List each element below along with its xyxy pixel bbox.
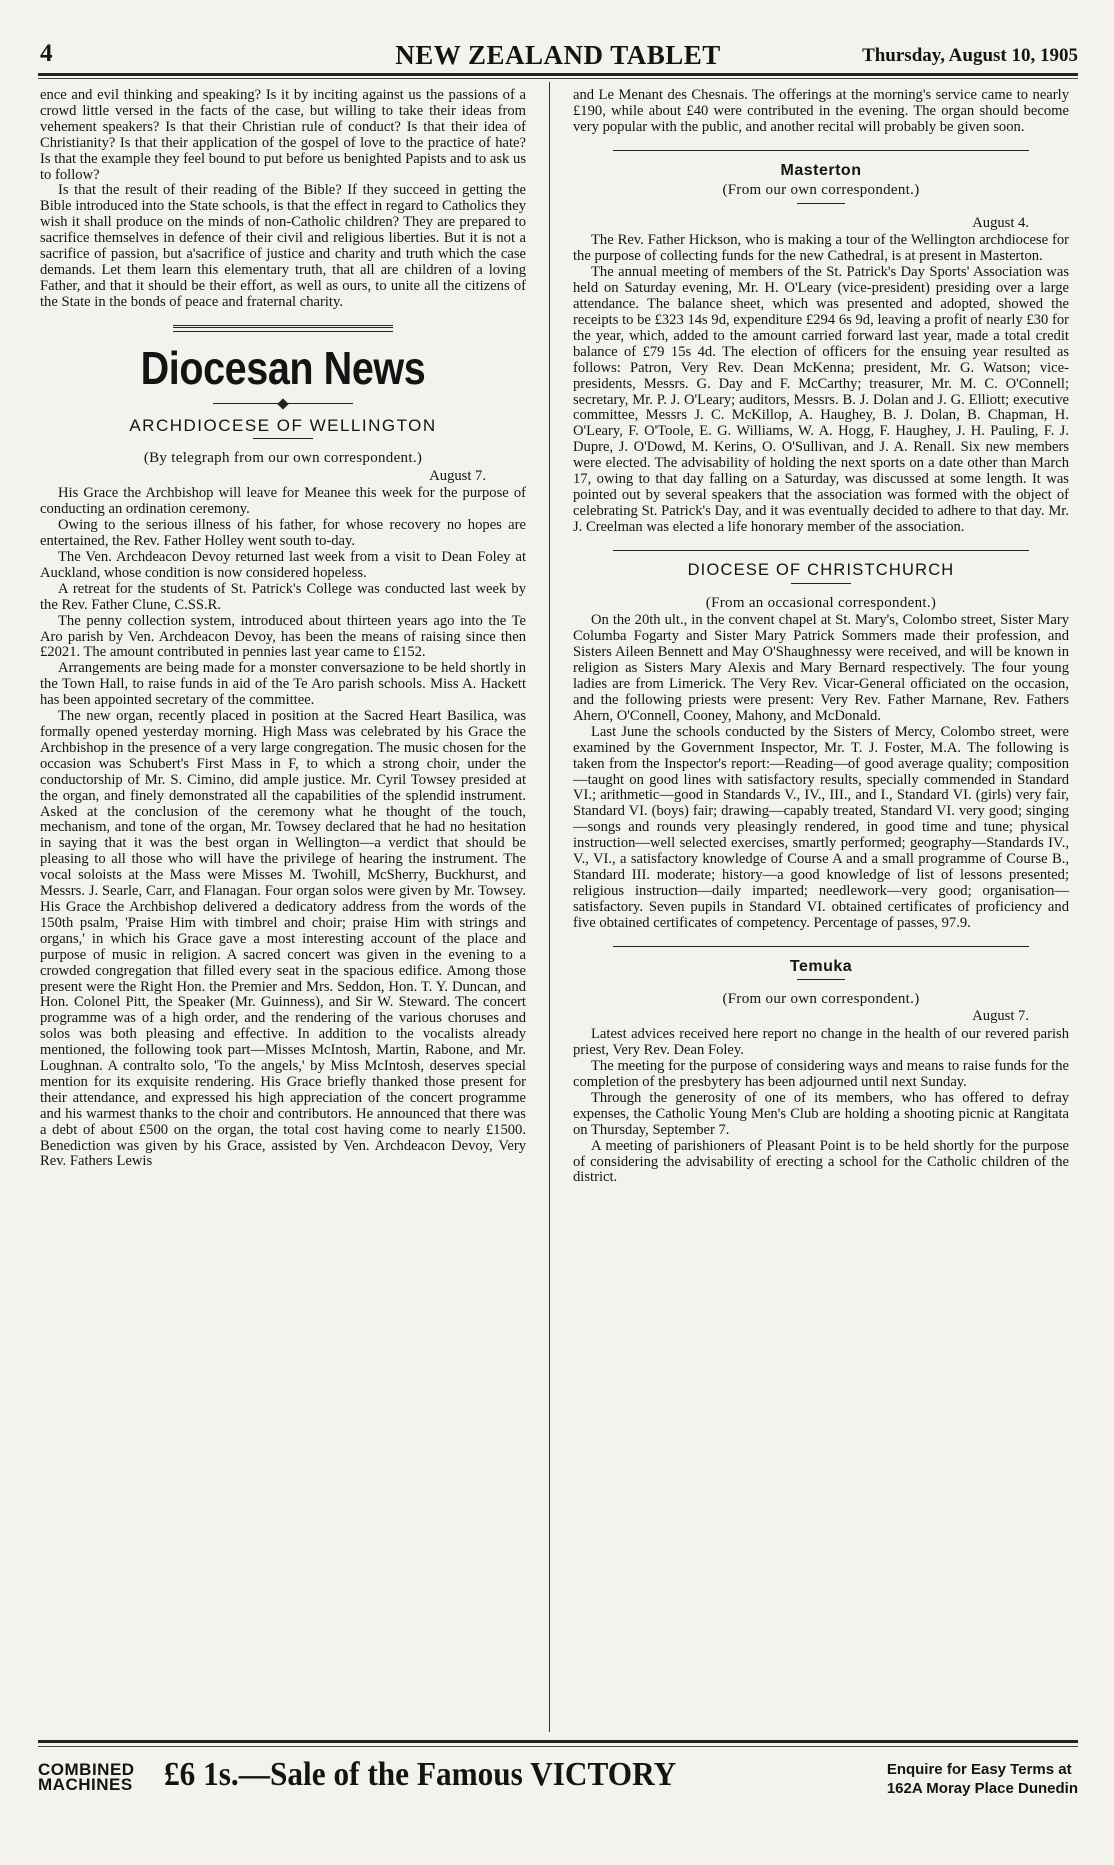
masterton-title: Masterton xyxy=(780,161,862,179)
ad-enquire-text xyxy=(887,1760,1078,1798)
article-paragraph: The penny collection system, introduced about thirteen years ago into the Te Aro parish by Ven. Archdeacon Devoy, has been the means of raising since then £2021. The amount contributed in pennies last year came to £152. xyxy=(40,612,526,661)
article-paragraph: The meeting for the purpose of considering ways and means to raise funds for the completion of the presbytery has been adjourned until next Sunday. xyxy=(573,1058,1069,1091)
article-paragraph: The new organ, recently placed in position at the Sacred Heart Basilica, was formally opened yesterday morning. High Mass was celebrated by his Grace the Archbishop in the presence of a very large congregation. The music chosen for the occasion was Schubert's First Mass in F, to which a strong choir, under the conductorship of Mr. S. Cimino, did ample justice. Mr. Cyril Towsey presided at the organ, and finely demonstrated all the capabilities of the splendid instrument. Asked at the conclusion of the ceremony what he thought of the touch, mechanism, and tone of the organ, Mr. Towsey declared that he had no hesitation in saying that it was the best organ in Wellington—a verdict that should be pleasing to all those who will have the privilege of hearing the instrument. The vocal soloists at the Mass were Misses M. Twohill, McSherry, Buckhurst, and Messrs. J. Searle, Carr, and Flanagan. Four organ solos were given by Mr. Towsey. His Grace the Archbishop delivered a dedicatory address from the words of the 150th psalm, 'Praise Him with timbrel and choir; praise Him with strings and organs,' in which his Grace gave a most interesting account of the place and purpose of music in religion. A sacred concert was given in the evening to a crowded congregation that filled every seat in the spacious edifice. Among those present were the Right Hon. the Premier and Mrs. Seddon, Hon. T. Y. Duncan, and Hon. Colonel Pitt, the Speaker (Mr. Guinness), and Sir W. Steward. The concert programme was of a high order, and the rendering of the various choruses and solos was both pleasing and effective. In addition to the vocalists already mentioned, the following took part—Misses McIntosh, Martin, Rabone, and Mr. Loughnan. A contralto solo, 'To the angels,' by Miss McIntosh, deserves special mention for its exquisite rendering. His Grace briefly thanked those present for their attendance, and expressed his high appreciation of the concert programme and his warmest thanks to the choir and contributors. He announced that there was a debt of about £500 on the organ, the total cost having come to nearly £1500. Benediction was given by his Grace, assisted by Ven. Archdeacon Devoy, Very Rev. Fathers Lewis xyxy=(40,708,526,1170)
section-rule xyxy=(613,946,1029,947)
subsection-title: ARCHDIOCESE OF WELLINGTON xyxy=(129,415,437,435)
article-paragraph: A retreat for the students of St. Patrick's College was conducted last week by the Rev. Father Clune, C.SS.R. xyxy=(40,580,526,613)
christchurch-title: DIOCESE OF CHRISTCHURCH xyxy=(687,560,955,579)
diamond-icon xyxy=(277,398,289,410)
byline: (By telegraph from our own correspondent.) xyxy=(143,449,423,466)
column-divider xyxy=(549,82,550,1732)
article-paragraph: Last June the schools conducted by the Sisters of Mercy, Colombo street, were examined by the Government Inspector, Mr. T. J. Foster, M.A. The following is taken from the Inspector's report:—Reading—of good average quality; composition—taught on good lines with satisfactory results, specially commended in Standard VI.; arithmetic—good in Standards V., IV., III., and I., Standard VI. (girls) very fair, Standard VI. (boys) fair; drawing—capably treated, Standard VI. very good; singing—songs and rounds very pleasingly rendered, in good time and tune; physical instruction—well selected exercises, smartly performed; geography—Standards IV., V., VI., a satisfactory knowledge of Course A and a small programme of Course B., Standard III. moderate; history—a good knowledge of list of lessons presented; religious instruction—daily imparted; needlework—very good; organisation—satisfactory. Seven pupils in Standard VI. obtained certificates of proficiency and five obtained certificates of competency. Percentage of passes, 97.9. xyxy=(573,723,1069,931)
intro-paragraph: ence and evil thinking and speaking? Is it by inciting against us the passions of a crowd little versed in the facts of the case, but willing to take their ideas from vehement speakers? Is that their Christian rule of conduct? Is that their idea of Christianity? Is that their application of the gospel of love to the practice of hate? Is that the example they feel bound to put before us benighted Papists and to ask us to follow? xyxy=(40,87,526,183)
footer-rule-thin xyxy=(38,1746,1078,1747)
right-column xyxy=(573,88,1069,1186)
ad-machines-line1: COMBINED xyxy=(38,1760,135,1779)
masthead-title: NEW ZEALAND TABLET xyxy=(395,40,721,70)
section-rule xyxy=(613,550,1029,551)
issue-date: Thursday, August 10, 1905 xyxy=(862,45,1078,66)
article-paragraph: The annual meeting of members of the St. Patrick's Day Sports' Association was held on Saturday evening, Mr. H. O'Leary (vice-president) presiding over a large attendance. The balance sheet, which was presented and adopted, showed the receipts to be £323 14s 9d, expenditure £294 6s 9d, leaving a profit of nearly £30 for the year, which, added to the amount carried forward last year, made a total credit balance of £79 15s 4d. The election of officers for the ensuing year resulted as follows: Patron, Very Rev. Dean McKenna; president, Mr. G. Watson; vice-presidents, Messrs. G. Day and F. McCarthy; treasurer, Mr. M. C. O'Connell; secretary, Mr. P. J. O'Leary; auditors, Messrs. B. J. Dolan and J. G. Elliott; executive committee, Messrs J. C. McKillop, A. Haughey, B. J. Dolan, B. Chapman, H. O'Leary, F. O'Toole, E. G. Williams, W. A. Hogg, F. Haughey, J. H. Pauling, F. J. Dupre, J. O'Dowd, M. Kerins, O. O'Sullivan, and J. A. Renall. Six new members were elected. The advisability of holding the next sports on a date other than March 17, owing to that day falling on a Saturday, was discussed at some length. It was pointed out by several speakers that the association was formed with the object of celebrating St. Patrick's Day, and it was eventually decided to adhere to that day. Mr. J. Creelman was elected a life honorary member of the association. xyxy=(573,264,1069,535)
dateline: August 7. xyxy=(429,467,486,484)
article-paragraph: Latest advices received here report no change in the health of our revered parish priest, Very Rev. Dean Foley. xyxy=(573,1026,1069,1059)
article-paragraph: On the 20th ult., in the convent chapel at St. Mary's, Colombo street, Sister Mary Columba Fogarty and Sister Mary Patrick Sommers made their profession, and Sisters Aileen Bennett and May O'Shaughnessy were received, and will be known in religion as Sisters Mary Alexis and Mary Bernard respectively. The four young ladies are from Limerick. The Very Rev. Vicar-General officiated on the occasion, and the following priests were present: Very Rev. Father Marnane, Rev. Fathers Ahern, O'Connell, Cooney, Mahony, and McDonald. xyxy=(573,612,1069,724)
ad-sale-text: £6 1s.—Sale of the Famous VICTORY xyxy=(164,1756,677,1793)
section-title: Diocesan News xyxy=(140,341,426,394)
header-rule-thin xyxy=(38,78,1078,79)
ad-enquire-line2: 162A Moray Place Dunedin xyxy=(886,1780,1078,1797)
short-rule xyxy=(791,583,851,584)
article-paragraph: Through the generosity of one of its members, who has offered to defray expenses, the Catholic Young Men's Club are holding a shooting picnic at Rangitata on Thursday, September 7. xyxy=(573,1089,1069,1138)
article-paragraph: The Rev. Father Hickson, who is making a tour of the Wellington archdiocese for the purpose of collecting funds for the new Cathedral, is at present in Masterton. xyxy=(573,232,1069,265)
ad-machines-label xyxy=(38,1762,135,1792)
left-column xyxy=(40,88,526,1170)
ad-enquire-line1: Enquire for Easy Terms at xyxy=(886,1761,1072,1778)
article-paragraph: The Ven. Archdeacon Devoy returned last week from a visit to Dean Foley at Auckland, whose condition is now considered hopeless. xyxy=(40,549,526,581)
masterton-byline: (From our own correspondent.) xyxy=(722,181,920,198)
diamond-ornament xyxy=(213,398,353,410)
page-number: 4 xyxy=(40,40,53,67)
article-paragraph: Owing to the serious illness of his father, for whose recovery no hopes are entertained, the Rev. Father Holley went south to-day. xyxy=(40,517,526,550)
intro-paragraph: Is that the result of their reading of the Bible? If they succeed in getting the Bible introduced into the State schools, is that the effect in regard to Catholics they wish it shall produce on the minds of non-Catholic children? They are prepared to sacrifice themselves in defence of their civil and religious liberties. But it is not a sacrifice of passion, but a'sacrifice of justice and charity and truth which the case demands. Let them learn this elementary truth, that all are children of a loving Father, and that it should be their effort, as well as ours, to unite all the citizens of the State in the bonds of peace and fraternal charity. xyxy=(40,182,526,310)
header-rule xyxy=(38,73,1078,76)
footer-advertisement xyxy=(38,1756,1078,1816)
temuka-dateline: August 7. xyxy=(972,1008,1029,1025)
section-rule xyxy=(613,150,1029,151)
short-rule xyxy=(797,979,845,980)
ad-machines-line2: MACHINES xyxy=(38,1775,133,1794)
short-rule xyxy=(253,438,313,439)
footer-rule xyxy=(38,1740,1078,1743)
section-separator xyxy=(173,325,393,332)
masterton-dateline: August 4. xyxy=(972,214,1029,231)
temuka-title: Temuka xyxy=(789,957,853,975)
short-rule xyxy=(797,203,845,204)
continued-paragraph: and Le Menant des Chesnais. The offerings at the morning's service came to nearly £190, while about £40 were contributed in the evening. The organ should become very popular with the public, and another recital will probably be given soon. xyxy=(573,87,1069,135)
article-paragraph: Arrangements are being made for a monster conversazione to be held shortly in the Town Hall, to raise funds in aid of the Te Aro parish schools. Miss A. Hackett has been appointed secretary of the committee. xyxy=(40,660,526,709)
article-paragraph: His Grace the Archbishop will leave for Meanee this week for the purpose of conducting an ordination ceremony. xyxy=(40,485,526,518)
article-paragraph: A meeting of parishioners of Pleasant Point is to be held shortly for the purpose of considering the advisability of erecting a school for the Catholic children of the district. xyxy=(573,1137,1069,1186)
page-header xyxy=(38,40,1078,70)
temuka-byline: (From our own correspondent.) xyxy=(722,990,920,1007)
christchurch-byline: (From an occasional correspondent.) xyxy=(705,594,937,611)
